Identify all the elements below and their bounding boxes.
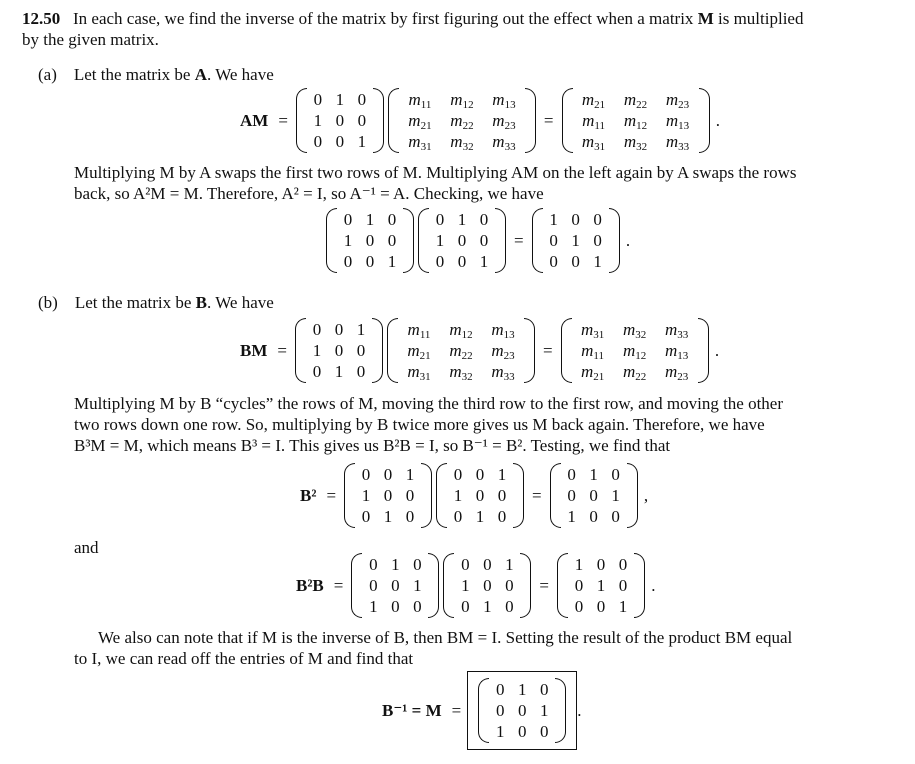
matrix-entry: 0	[611, 465, 620, 484]
matrix-entry: 0	[383, 486, 393, 505]
matrix-entry: 0	[549, 231, 558, 250]
matrix-entry: 0	[457, 231, 467, 250]
matrix-entry: 0	[574, 597, 584, 616]
matrix-entry: 1	[334, 362, 344, 381]
matrix-entry: 1	[356, 320, 366, 339]
part-a-lead	[38, 64, 274, 85]
matrix-M	[387, 318, 535, 383]
matrix-entry: 0	[479, 210, 489, 229]
matrix-entry: 1	[383, 507, 393, 526]
matrix-entry: 0	[496, 701, 505, 720]
equation-B2B-lhs: B²B	[296, 576, 324, 595]
matrix-entry: $m_{22}$	[450, 111, 474, 132]
matrix-entry: 1	[435, 231, 445, 250]
matrix-entry: 1	[571, 231, 580, 250]
matrix-entry: $m_{12}$	[450, 90, 474, 111]
matrix-entry: 1	[357, 132, 367, 151]
matrix-entry: 0	[505, 597, 514, 616]
matrix-entry: 1	[593, 252, 602, 271]
matrix-entry: 0	[589, 486, 598, 505]
part-b-text-3: B³M = M, which means B³ = I. This gives us B²B = I, so B⁻¹ = B². Testing, we find that	[74, 436, 671, 455]
matrix-entry: $m_{13}$	[491, 320, 515, 341]
matrix-entry: 1	[312, 341, 322, 360]
matrix-entry: $m_{12}$	[449, 320, 473, 341]
matrix-entry: 1	[457, 210, 467, 229]
matrix-entry: 1	[518, 680, 527, 699]
matrix-entry: 0	[435, 252, 445, 271]
equals-sign: =	[333, 576, 344, 595]
matrix-entry: 0	[313, 90, 323, 109]
equals-sign: =	[451, 701, 462, 720]
note-text-1: We also can note that if M is the inverse of B, then BM = I. Setting the result of the product BM equal	[98, 628, 793, 647]
matrix-B-squared	[550, 463, 638, 528]
and-text: and	[74, 538, 99, 557]
equation-B-inverse	[382, 671, 582, 750]
matrix-entry: 1	[497, 465, 507, 484]
matrix-entry: $m_{13}$	[665, 111, 690, 132]
matrix-entry: $m_{11}$	[408, 90, 432, 111]
matrix-entry: 1	[549, 210, 558, 229]
matrix-entry: $m_{23}$	[664, 362, 689, 383]
equals-sign: =	[539, 576, 549, 595]
matrix-entry: 0	[357, 90, 367, 109]
matrix-entry: $m_{32}$	[449, 362, 473, 383]
matrix-M	[388, 88, 536, 153]
matrix-entry: 1	[365, 210, 375, 229]
matrix-entry: $m_{32}$	[622, 320, 647, 341]
matrix-BM	[561, 318, 709, 383]
matrix-entry: 0	[540, 722, 549, 741]
part-b-lead-2: . We have	[207, 293, 274, 312]
matrix-entry: 0	[413, 555, 422, 574]
matrix-entry: 0	[505, 576, 514, 595]
part-b-lead-B: B	[195, 293, 208, 312]
matrix-entry: 0	[383, 465, 393, 484]
equals-sign: =	[514, 231, 524, 250]
part-a-lead-1: Let the matrix be	[73, 65, 195, 84]
period: .	[711, 111, 721, 130]
equals-sign: =	[278, 111, 288, 130]
matrix-identity	[557, 553, 645, 618]
equals-sign: =	[326, 486, 337, 505]
equation-A-squared-check	[324, 208, 630, 273]
matrix-entry: 0	[475, 486, 485, 505]
matrix-entry: 0	[540, 680, 549, 699]
matrix-entry: $m_{23}$	[665, 90, 690, 111]
matrix-entry: $m_{31}$	[580, 320, 605, 341]
matrix-entry: 0	[496, 680, 505, 699]
matrix-entry: 0	[313, 132, 323, 151]
matrix-entry: 1	[343, 231, 353, 250]
matrix-entry: $m_{31}$	[581, 132, 606, 153]
matrix-B	[443, 553, 531, 618]
matrix-B	[344, 463, 432, 528]
matrix-entry: $m_{31}$	[407, 362, 431, 383]
period: .	[621, 231, 631, 250]
matrix-entry: 0	[618, 576, 628, 595]
matrix-entry: 0	[483, 555, 492, 574]
part-a-text-1: Multiplying M by A swaps the first two rows of M. Multiplying AM on the left again by A swaps the rows	[74, 163, 797, 182]
equation-AM	[240, 88, 720, 153]
matrix-entry: 0	[453, 465, 463, 484]
matrix-entry: 0	[361, 507, 371, 526]
matrix-entry: 1	[540, 701, 549, 720]
matrix-entry: $m_{12}$	[623, 111, 648, 132]
matrix-entry: 0	[567, 465, 576, 484]
matrix-entry: $m_{13}$	[664, 341, 689, 362]
matrix-entry: 0	[405, 486, 415, 505]
matrix-entry: $m_{21}$	[408, 111, 432, 132]
intro-text-1: In each case, we find the inverse of the matrix by first figuring out the effect when a matrix	[73, 9, 698, 28]
equals-sign: =	[543, 111, 554, 130]
matrix-entry: $m_{33}$	[664, 320, 689, 341]
matrix-entry: 1	[589, 465, 598, 484]
matrix-entry: 0	[593, 231, 602, 250]
matrix-entry: 1	[483, 597, 492, 616]
matrix-entry: 0	[365, 231, 375, 250]
part-a-text-2: back, so A²M = M. Therefore, A² = I, so A⁻¹ = A. Checking, we have	[74, 184, 544, 203]
problem-intro-line-1	[22, 8, 803, 29]
matrix-entry: 0	[391, 576, 400, 595]
matrix-entry: 0	[596, 555, 606, 574]
part-b-text-2: two rows down one row. So, multiplying by B twice more gives us M back again. Therefore, we have	[74, 415, 765, 434]
matrix-entry: 0	[435, 210, 445, 229]
matrix-entry: 0	[335, 111, 345, 130]
part-a-lead-A: A	[194, 65, 207, 84]
matrix-AM	[562, 88, 710, 153]
matrix-entry: 1	[453, 486, 463, 505]
matrix-entry: $m_{11}$	[581, 341, 605, 362]
matrix-entry: $m_{11}$	[582, 111, 605, 132]
matrix-entry: $m_{12}$	[622, 341, 647, 362]
matrix-entry: 1	[475, 507, 485, 526]
matrix-entry: 0	[596, 597, 606, 616]
matrix-entry: $m_{23}$	[491, 341, 515, 362]
matrix-entry: 1	[496, 722, 505, 741]
matrix-entry: 0	[518, 701, 527, 720]
matrix-entry: $m_{21}$	[407, 341, 431, 362]
matrix-entry: $m_{33}$	[665, 132, 690, 153]
note-text-2: to I, we can read off the entries of M and find that	[74, 649, 414, 668]
matrix-entry: 0	[357, 111, 367, 130]
matrix-entry: 1	[405, 465, 415, 484]
matrix-entry: 0	[413, 597, 422, 616]
matrix-entry: 1	[391, 555, 400, 574]
matrix-entry: 1	[387, 252, 397, 271]
matrix-entry: 1	[413, 576, 422, 595]
matrix-entry: 0	[567, 486, 576, 505]
matrix-entry: 0	[518, 722, 527, 741]
equation-B-squared	[300, 463, 648, 528]
matrix-entry: 1	[361, 486, 371, 505]
matrix-entry: 0	[611, 507, 620, 526]
matrix-entry: 0	[497, 486, 507, 505]
matrix-entry: $m_{13}$	[492, 90, 516, 111]
matrix-entry: 1	[479, 252, 489, 271]
matrix-identity	[532, 208, 620, 273]
matrix-entry: $m_{11}$	[407, 320, 431, 341]
matrix-entry: 0	[453, 507, 463, 526]
matrix-entry: 0	[387, 210, 397, 229]
matrix-B	[295, 318, 383, 383]
matrix-entry: 0	[574, 576, 584, 595]
matrix-entry: $m_{21}$	[580, 362, 605, 383]
matrix-entry: 0	[618, 555, 628, 574]
matrix-entry: 0	[593, 210, 602, 229]
matrix-entry: 1	[618, 597, 628, 616]
matrix-entry: 0	[365, 252, 375, 271]
matrix-entry: 0	[497, 507, 507, 526]
matrix-entry: $m_{23}$	[492, 111, 516, 132]
equation-B2-lhs: B²	[300, 486, 317, 505]
problem-intro-line-2	[22, 29, 159, 50]
equation-Binv-lhs: B⁻¹ = M	[382, 701, 442, 720]
matrix-entry: 0	[483, 576, 492, 595]
matrix-entry: $m_{33}$	[492, 132, 516, 153]
matrix-entry: 0	[334, 341, 344, 360]
matrix-entry: 0	[405, 507, 415, 526]
equation-AM-lhs: AM	[240, 111, 269, 130]
matrix-entry: 1	[567, 507, 576, 526]
matrix-B	[436, 463, 524, 528]
matrix-entry: $m_{33}$	[491, 362, 515, 383]
matrix-entry: 0	[387, 231, 397, 250]
matrix-entry: 0	[312, 362, 322, 381]
matrix-entry: 0	[391, 597, 400, 616]
part-b-label: (b)	[38, 293, 58, 312]
matrix-entry: 0	[457, 252, 467, 271]
matrix-B-squared	[351, 553, 439, 618]
matrix-entry: 0	[356, 341, 366, 360]
matrix-entry: 1	[596, 576, 606, 595]
equals-sign: =	[277, 341, 287, 360]
matrix-B-inverse	[478, 678, 566, 743]
comma: ,	[639, 486, 649, 505]
part-a-lead-2: . We have	[207, 65, 274, 84]
matrix-entry: 0	[343, 210, 353, 229]
matrix-entry: 1	[461, 576, 470, 595]
matrix-entry: 1	[335, 90, 345, 109]
matrix-entry: 0	[549, 252, 558, 271]
matrix-entry: 0	[369, 555, 378, 574]
matrix-entry: 0	[312, 320, 322, 339]
period: .	[710, 341, 720, 360]
matrix-entry: 0	[335, 132, 345, 151]
matrix-entry: 0	[461, 597, 470, 616]
matrix-entry: $m_{22}$	[623, 90, 648, 111]
equation-B2B	[296, 553, 655, 618]
period: .	[577, 701, 582, 720]
matrix-entry: $m_{21}$	[581, 90, 606, 111]
equation-BM-lhs: BM	[240, 341, 268, 360]
part-b-text-1: Multiplying M by B “cycles” the rows of M, moving the third row to the first row, and moving the other	[74, 394, 784, 413]
part-a-label: (a)	[38, 65, 57, 84]
matrix-entry: 1	[369, 597, 378, 616]
matrix-A	[418, 208, 506, 273]
matrix-entry: $m_{32}$	[450, 132, 474, 153]
matrix-entry: 0	[571, 210, 580, 229]
problem-number: 12.50	[22, 9, 61, 28]
matrix-entry: 0	[369, 576, 378, 595]
equation-BM	[240, 318, 719, 383]
matrix-entry: 0	[475, 465, 485, 484]
answer-box	[467, 671, 577, 750]
matrix-A	[296, 88, 384, 153]
matrix-entry: 0	[479, 231, 489, 250]
matrix-entry: 1	[574, 555, 584, 574]
matrix-entry: 0	[334, 320, 344, 339]
equals-sign: =	[532, 486, 542, 505]
matrix-entry: 1	[313, 111, 323, 130]
part-b-lead	[38, 292, 274, 313]
matrix-entry: 0	[361, 465, 371, 484]
matrix-entry: 1	[611, 486, 620, 505]
matrix-entry: 0	[589, 507, 598, 526]
matrix-entry: 0	[571, 252, 580, 271]
intro-text-M: M	[697, 9, 714, 28]
matrix-entry: $m_{31}$	[408, 132, 432, 153]
matrix-entry: $m_{22}$	[449, 341, 473, 362]
matrix-entry: 0	[356, 362, 366, 381]
matrix-entry: $m_{32}$	[623, 132, 648, 153]
intro-text-line2: by the given matrix.	[22, 30, 159, 49]
matrix-entry: $m_{22}$	[622, 362, 647, 383]
period: .	[646, 576, 656, 595]
matrix-entry: 0	[343, 252, 353, 271]
intro-text-2: is multiplied	[713, 9, 804, 28]
equals-sign: =	[542, 341, 553, 360]
matrix-entry: 1	[505, 555, 514, 574]
matrix-A	[326, 208, 414, 273]
part-b-lead-1: Let the matrix be	[74, 293, 196, 312]
matrix-entry: 0	[461, 555, 470, 574]
